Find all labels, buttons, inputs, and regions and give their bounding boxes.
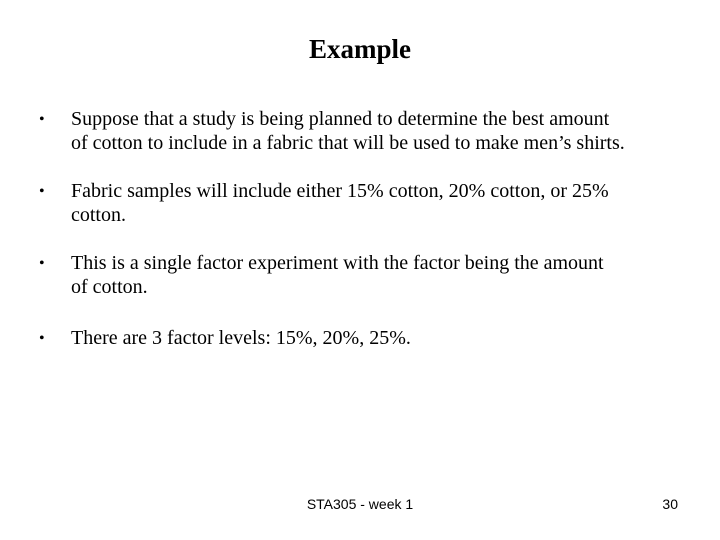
bullet-marker: • xyxy=(39,183,45,200)
footer-course-label: STA305 - week 1 xyxy=(306,496,414,512)
bullet-text xyxy=(71,251,701,299)
footer-page-number: 30 xyxy=(662,496,678,512)
bullet-line: Fabric samples will include either 15% cotton, 20% cotton, or 25% xyxy=(71,180,609,202)
bullet-line: of cotton to include in a fabric that will be used to make men’s shirts. xyxy=(71,132,625,154)
slide-title: Example xyxy=(308,34,411,64)
bullet-line: cotton. xyxy=(71,204,126,226)
bullet-line: There are 3 factor levels: 15%, 20%, 25%. xyxy=(71,327,411,349)
bullet-line: This is a single factor experiment with the factor being the amount xyxy=(71,252,604,274)
bullet-marker: • xyxy=(39,330,45,347)
bullet-marker: • xyxy=(39,255,45,272)
bullet-line: Suppose that a study is being planned to determine the best amount xyxy=(71,108,610,130)
bullet-text xyxy=(71,107,701,155)
bullet-text xyxy=(71,179,701,227)
bullet-text xyxy=(71,326,701,350)
bullet-marker: • xyxy=(39,111,45,128)
bullet-line: of cotton. xyxy=(71,276,148,298)
